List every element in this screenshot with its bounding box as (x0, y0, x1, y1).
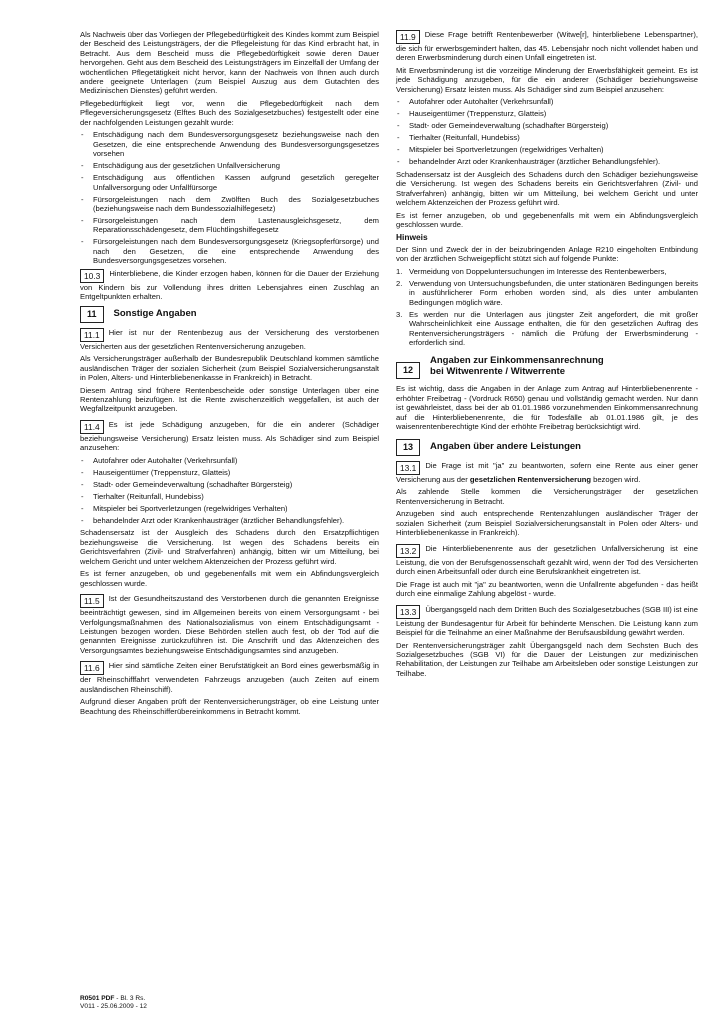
section-header-12 (396, 353, 698, 379)
paragraph: Schadensersatz ist der Ausgleich des Schadens durch den Schädiger beziehungsweise die Versicherung. Ist wegen des Schadens bereits ein Gerichtsverfahren (Zivil- und Strafverfahren) anhängig, bitten wir um Mitteilung, bei welchem Gericht und unter welchem Aktenzeichen der Prozess geführt wird. (396, 169, 698, 208)
item-number-box: 11.9 (396, 30, 420, 44)
list-item: - Fürsorgeleistungen nach dem Bundesversorgungsgesetz (Kriegsopferfürsorge) und nach den Gesetzen, die eine entsprechende Anwendung des Bundesversorgungsgesetzes vorsehen. (80, 237, 379, 265)
paragraph: Als Versicherungsträger außerhalb der Bundesrepublik Deutschland kommen sämtliche ausländischen Träger der sozialen Sicherheit (zum Beispiel Sozialversicherungsanstalt in Polen, Alters- und Hinterbliebenenkasse in Frankreich) in Betracht. (80, 354, 379, 382)
list-item: - Stadt- oder Gemeindeverwaltung (schadhafter Bürgersteig) (396, 121, 698, 130)
list-item: - Mitspieler bei Sportverletzungen (regelwidriges Verhalten) (80, 504, 379, 513)
paragraph: Als Nachweis über das Vorliegen der Pflegebedürftigkeit des Kindes kommt zum Beispiel der Bescheid des Leistungsträgers, der die Pflegeleistung für das Kind erbracht hat, in Betracht. Aus dem Bescheid muss die Pflegebedürftigkeit sowie deren Dauer hervorgehen. Geht aus dem Bescheid des Leistungsträgers im Einzelfall der Umfang der wöchentlichen Pflegetätigkeit nicht hervor, kann der Nachweis von Ihnen auch durch andere geeignete Unterlagen (zum Beispiel Auszug aus dem Gutachten des Medizinischen Dienstes) geführt werden. (80, 30, 379, 96)
paragraph: Es ist ferner anzugeben, ob und gegebenenfalls mit wem ein Abfindungsvergleich geschlossen wurde. (80, 569, 379, 588)
list-item: - Tierhalter (Reitunfall, Hundebiss) (396, 133, 698, 142)
section-title: Angaben über andere Leistungen (430, 440, 581, 452)
section-title: Angaben zur Einkommensanrechnung bei Witwenrente / Witwerrente (430, 355, 604, 378)
damager-list (80, 456, 379, 525)
list-item: - Entschädigung aus öffentlichen Kassen aufgrund gesetzlich geregelter Unfallversorgung oder Unfallfürsorge (80, 173, 379, 192)
left-column (80, 30, 379, 719)
list-item: - Autofahrer oder Autohalter (Verkehrsunfall) (396, 97, 698, 106)
list-item: - Entschädigung nach dem Bundesversorgungsgesetz beziehungsweise nach den Gesetzen, die eine entsprechende Anwendung des Bundesversorgungsgesetzes vorsehen (80, 130, 379, 158)
section-number-box: 11 (80, 306, 104, 323)
list-item: - Hauseigentümer (Treppensturz, Glatteis) (80, 468, 379, 477)
paragraph: Diesem Antrag sind frühere Rentenbescheide oder sonstige Unterlagen über eine Rentenzahlung beizufügen. Ist die Rente zwischenzeitlich weggefallen, ist auch der Wegfallzeitpunkt anzugeben. (80, 385, 379, 414)
list-item: - Stadt- oder Gemeindeverwaltung (schadhafter Bürgersteig) (80, 480, 379, 489)
benefit-list (80, 130, 379, 265)
paragraph: Aufgrund dieser Angaben prüft der Rentenversicherungsträger, ob eine Leistung unter Beachtung des Rheinschifferübereinkommens in Betracht kommt. (80, 697, 379, 716)
paragraph-11-6: 11.6 Hier sind sämtliche Zeiten einer Berufstätigkeit an Bord eines gewerbsmäßig in der Rheinschifffahrt verwendeten Fahrzeugs anzugeben (auch Zeiten auf einem ausländischen Rheinschiff). (80, 661, 379, 694)
paragraph-13-2: 13.2 Die Hinterbliebenenrente aus der gesetzlichen Unfallversicherung ist eine Leistung, die von der Berufsgenossenschaft gezahlt wird, wenn der Tod des Versicherten durch einen Arbeitsunfall oder durch eine Berufskrankheit eingetreten ist. (396, 543, 698, 576)
sheet-label: - Bl. 3 Rs. (114, 995, 146, 1002)
paragraph-11-1: 11.1 Hier ist nur der Rentenbezug aus der Versicherung des verstorbenen Versicherten aus der gesetzlichen Rentenversicherung anzugeben. (80, 327, 379, 351)
item-number-box: 13.2 (396, 544, 420, 558)
list-item: 2. Verwendung von Untersuchungsbefunden, die unter stationären Bedingungen bereits in ausführlicherer Form erhoben worden sind, als dies unter ambulanten Bedingungen möglich wäre. (396, 279, 698, 307)
list-item: - Mitspieler bei Sportverletzungen (regelwidriges Verhalten) (396, 145, 698, 154)
section-header-13 (396, 439, 698, 456)
list-item: 1. Vermeidung von Doppeluntersuchungen im Interesse des Rentenbewerbers, (396, 267, 667, 277)
item-number-box: 11.1 (80, 328, 104, 342)
section-number-box: 13 (396, 439, 420, 456)
paragraph-11-4: 11.4 Es ist jede Schädigung anzugeben, für die ein anderer (Schädiger beziehungsweise Versicherung) Ersatz leisten muss. Als Schädiger sind zum Beispiel anzusehen: (80, 419, 379, 453)
paragraph: Der Rentenversicherungsträger zahlt Übergangsgeld nach dem Sechsten Buch des Sozialgesetzbuches (SGB VI) für die Dauer der Leistungen zur medizinischen Rehabilitation, der Leistungen zur Teilhabe am Arbeitsleben oder sonstige Leistungen zur Teilhabe. (396, 640, 698, 678)
list-item: - behandelnder Arzt oder Krankenhausträger (ärztlicher Behandlungsfehler). (396, 157, 698, 166)
list-item: - Fürsorgeleistungen nach dem Lastenausgleichsgesetz, dem Reparationsschädengesetz, dem Flüchtlingshilfegesetz (80, 216, 379, 235)
paragraph: Die Frage ist auch mit "ja" zu beantworten, wenn die Unfallrente abgefunden - das heißt durch eine einmalige Zahlung abgelöst - wurde. (396, 579, 698, 598)
section-header-11 (80, 306, 379, 323)
paragraph: Der Sinn und Zweck der in der beizubringenden Anlage R210 eingeholten Entbindung von der ärztlichen Schweigepflicht stützt sich auf folgende Punkte: (396, 245, 698, 264)
damager-list (396, 97, 698, 166)
paragraph: Mit Erwerbsminderung ist die vorzeitige Minderung der Erwerbsfähigkeit gemeint. Es ist jede Schädigung anzugeben, für die ein anderer (Schädiger beziehungsweise Versicherung) Ersatz leisten muss. Als Schädiger sind zum Beispiel anzusehen: (396, 66, 698, 94)
paragraph-11-9: 11.9 Diese Frage betrifft Rentenbewerber (Witwe[r], hinterbliebene Lebenspartner), die sich für erwerbsgemindert halten, das 45. Lebensjahr noch nicht vollendet haben und deren Erwerbsminderung durch einen Unfall eingetreten ist. (396, 30, 698, 63)
numbered-list (396, 267, 698, 347)
paragraph-13-3: 13.3 Übergangsgeld nach dem Dritten Buch des Sozialgesetzbuches (SGB III) ist eine Leistung der Bundesagentur für Arbeit für behinderte Menschen. Die Leistung kann zum Beispiel für die Teilnahme an einer Maßnahme der Berufsausbildung gewährt werden. (396, 604, 698, 637)
list-item: - behandelnder Arzt oder Krankenhausträger (ärztlicher Behandlungsfehler). (80, 516, 379, 525)
list-item: 3. Es werden nur die Unterlagen aus jüngster Zeit angefordert, die mit großer Wahrscheinlichkeit eine Aussage enthalten, die für den gesetzlichen Auftrag des Rentenversicherungsträgers - nämlich die Prüfung der Erwerbsminderung - erforderlich sind. (396, 309, 698, 348)
form-footer (80, 995, 147, 1012)
form-code: R0501 PDF (80, 995, 115, 1002)
section-number-box: 12 (396, 362, 420, 379)
form-version: V011 - 25.06.2009 - 12 (80, 1003, 147, 1011)
list-item: - Fürsorgeleistungen nach dem Zwölften Buch des Sozialgesetzbuches (beziehungsweise nach dem Bundessozialhilfegesetz) (80, 195, 379, 214)
paragraph: Pflegebedürftigkeit liegt vor, wenn die Pflegebedürftigkeit nach dem Pflegeversicherungsgesetz (Elftes Buch des Sozialgesetzbuches) festgestellt oder eine der nachfolgenden Leistungen gezahlt wurde: (80, 99, 379, 127)
item-number-box: 11.6 (80, 661, 104, 675)
list-item: - Hauseigentümer (Treppensturz, Glatteis) (396, 109, 698, 118)
item-number-box: 13.3 (396, 605, 420, 619)
paragraph: Es ist ferner anzugeben, ob und gegebenenfalls mit wem ein Abfindungsvergleich geschlossen wurde. (396, 210, 698, 230)
note-heading: Hinweis (396, 231, 428, 242)
item-number-box: 11.4 (80, 420, 104, 434)
item-number-box: 11.5 (80, 594, 104, 608)
paragraph: Es ist wichtig, dass die Angaben in der Anlage zum Antrag auf Hinterbliebenenrente - erhöhter Freibetrag - (Vordruck R650) genau und vollständig gemacht werden. Nur dann ist gewährleistet, dass bei der ab 01.01.1986 vorzunehmenden Einkommensanrechnung auf die Hinterbliebenenrente, die für Todesfälle ab 01.01.1986 gilt, je des waisenrentenberechtigte Kind der erhöhte Freibetrag berücksichtigt wird. (396, 384, 698, 432)
paragraph-10-3: 10.3 Hinterbliebene, die Kinder erzogen haben, können für die Dauer der Erziehung von Kindern bis zur Vollendung ihres dritten Lebensjahres einen Zuschlag an Entgeltpunkten erhalten. (80, 268, 379, 302)
right-column (396, 30, 698, 681)
item-number-box: 13.1 (396, 461, 420, 475)
paragraph-11-5: 11.5 Ist der Gesundheitszustand des Verstorbenen durch die genannten Ereignisse beeinträchtigt gewesen, sind im Allgemeinen bereits von einem Versorgungsamt - bei Verfolgungsmaßnahmen des Nationalsozialismus von einem Entschädigungsamt - Leistungen bezogen worden. Diese Behörden stellen auch fest, ob der Tod auf die genannten Ereignisse zurückzuführen ist. Die Anschrift und das Aktenzeichen des Versorgungsamtes beziehungsweise Entschädigungsamtes sind anzugeben. (80, 594, 379, 655)
paragraph: Als zahlende Stelle kommen die Versicherungsträger der gesetzlichen Rentenversicherung in Betracht. (396, 487, 698, 506)
section-title: Sonstige Angaben (113, 307, 197, 319)
paragraph: Schadensersatz ist der Ausgleich des Schadens durch den Ersatzpflichtigen beziehungsweise die Versicherung. Ist wegen des Schadens bereits ein Gerichtsverfahren (Zivil- und Strafverfahren) anhängig, bitten wir um Mitteilung, bei welchem Gericht und unter welchem Aktenzeichen der Prozess geführt wird. (80, 528, 379, 566)
list-item: - Tierhalter (Reitunfall, Hundebiss) (80, 492, 379, 501)
list-item: - Entschädigung aus der gesetzlichen Unfallversicherung (80, 161, 379, 170)
paragraph-13-1: 13.1 Die Frage ist mit "ja" zu beantworten, sofern eine Rente aus einer gener Versicherung aus der gesetzlichen Rentenversicherung bezogen wird. (396, 460, 698, 484)
list-item: - Autofahrer oder Autohalter (Verkehrsunfall) (80, 456, 379, 465)
paragraph: Anzugeben sind auch entsprechende Rentenzahlungen ausländischer Träger der sozialen Sicherheit (zum Beispiel Sozialversicherungsanstalt in Polen oder Alters- und Hinterbliebenenkasse in Frankreich). (396, 509, 698, 537)
item-number-box: 10.3 (80, 269, 104, 283)
